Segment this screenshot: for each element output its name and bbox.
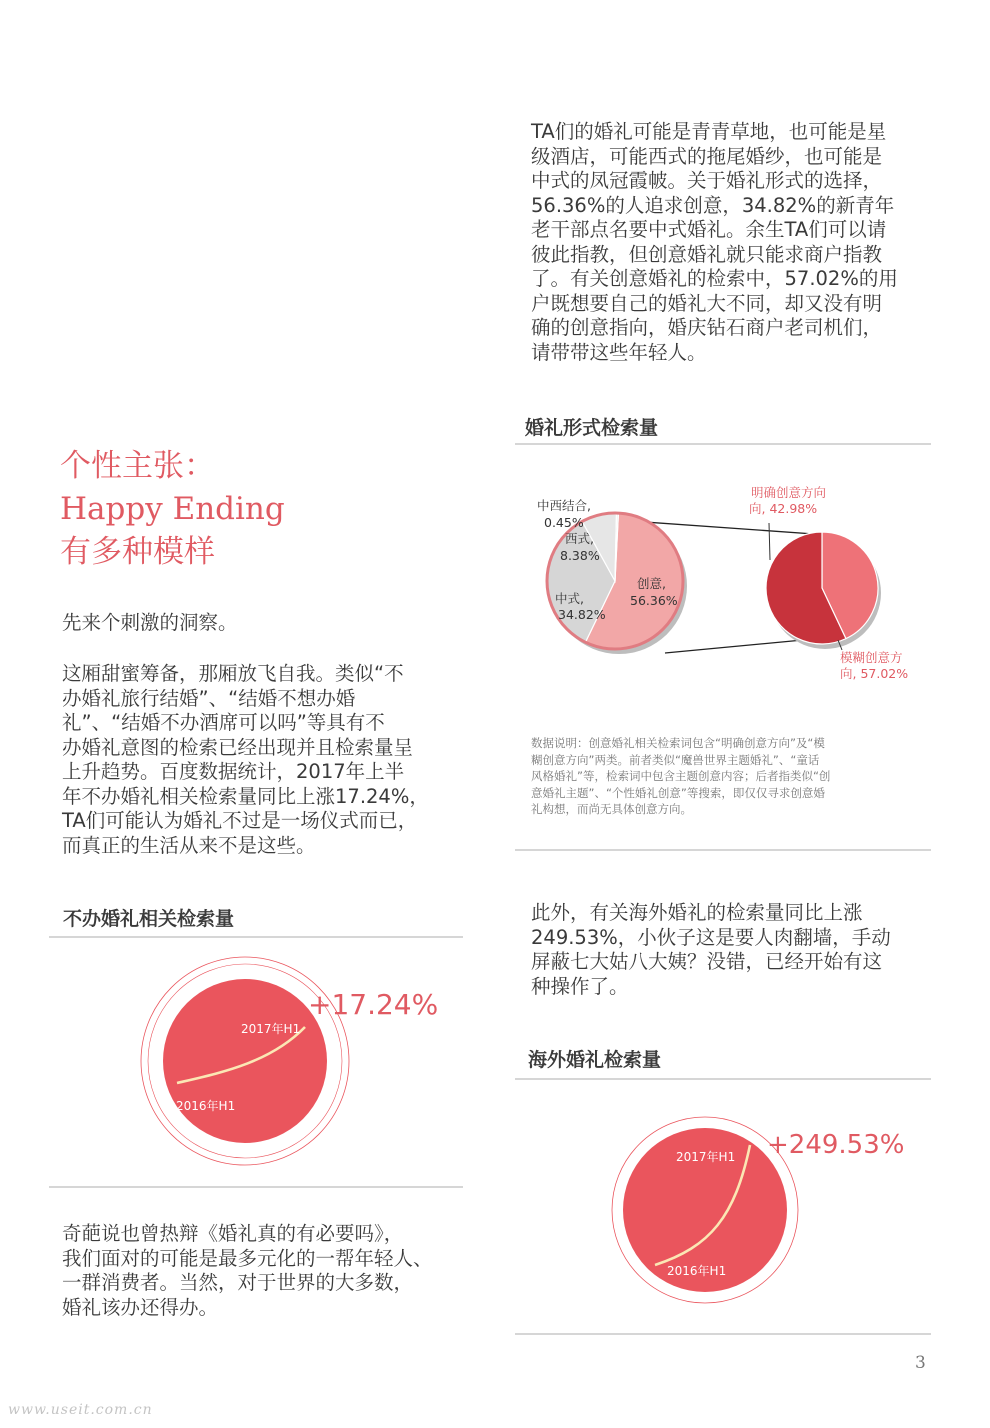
start-label: 2016年H1	[176, 1099, 236, 1113]
text-line: 249.53%，小伙子这是要人肉翻墙，手动	[531, 925, 891, 949]
text-line: 礼”、“结婚不办酒席可以吗”等具有不	[62, 711, 385, 734]
right-paragraph-2	[531, 901, 941, 999]
label-creative: 创意,	[637, 576, 666, 591]
leader-line-clear	[769, 523, 770, 560]
label-western: 西式,	[565, 531, 594, 546]
note-line: 风格婚礼”等，检索词中包含主题创意内容；后者指类似“创	[531, 769, 831, 783]
title-line-1: 个性主张：	[60, 448, 215, 484]
start-label: 2016年H1	[667, 1264, 727, 1278]
text-line: 56.36%的人追求创意，34.82%的新青年	[531, 193, 895, 217]
end-label: 2017年H1	[241, 1022, 301, 1036]
label-western-value: 8.38%	[560, 548, 600, 563]
text-line: TA们的婚礼可能是青青草地，也可能是星	[531, 120, 887, 143]
text-line: 请带带这些年轻人。	[531, 340, 707, 364]
section-title-no-wedding: 不办婚礼相关检索量	[63, 908, 235, 930]
text-line: 级酒店，可能西式的拖尾婚纱，也可能是	[531, 144, 883, 168]
page-title	[60, 445, 390, 574]
page-number: 3	[915, 1353, 926, 1373]
text-line: 中式的凤冠霞帔。关于婚礼形式的选择，	[531, 169, 883, 192]
text-line: 办婚礼意图的检索已经出现并且检索量呈	[62, 735, 414, 759]
breakdown-pie	[766, 532, 881, 649]
text-line: 了。有关创意婚礼的检索中，57.02%的用	[531, 267, 898, 290]
left-paragraph-2	[62, 1222, 482, 1320]
text-line: 老干部点名要中式婚礼。余生TA们可以请	[531, 218, 887, 241]
text-line: 这厢甜蜜筹备，那厢放飞自我。类似“不	[62, 662, 404, 685]
title-line-2: Happy Ending	[60, 491, 285, 527]
note-line: 意婚礼主题”、“个性婚礼创意”等搜索，即仅仅寻求创意婚	[531, 785, 825, 800]
section-divider	[515, 1333, 931, 1335]
section-divider	[515, 849, 931, 851]
watermark: www.useit.com.cn	[8, 1402, 153, 1418]
label-chinese: 中式,	[555, 591, 584, 606]
text-line: 屏蔽七大姑八大姨？没错，已经开始有这	[531, 950, 883, 973]
label-chinese-value: 34.82%	[558, 607, 606, 622]
title-line-3: 有多种模样	[60, 534, 215, 570]
change-label: +17.24%	[308, 988, 439, 1021]
label-chinese-western: 中西结合,	[537, 498, 591, 513]
text-line: 年不办婚礼相关检索量同比上涨17.24%，	[62, 784, 429, 808]
label-clear-direction: 明确创意方向	[751, 485, 827, 500]
change-label: +249.53%	[767, 1130, 905, 1160]
section-divider	[49, 936, 463, 938]
text-line: 上升趋势。百度数据统计，2017年上半	[62, 760, 405, 783]
section-divider	[515, 1078, 931, 1080]
text-line: 彼此指教，但创意婚礼就只能求商户指教	[531, 242, 883, 266]
text-line: 婚礼该办还得办。	[62, 1295, 219, 1319]
note-line: 礼构想，而尚无具体创意方向。	[531, 802, 692, 816]
chart-circle	[163, 979, 327, 1143]
overseas-wedding-chart	[610, 1115, 940, 1320]
no-wedding-chart	[140, 955, 460, 1170]
left-paragraph	[62, 662, 472, 858]
text-line: 种操作了。	[531, 974, 629, 998]
text-line: 确的创意指向，婚庆钻石商户老司机们，	[531, 316, 883, 339]
text-line: 办婚礼旅行结婚”、“结婚不想办婚	[62, 686, 356, 710]
text-line: 而真正的生活从来不是这些。	[62, 833, 316, 857]
section-title-wedding-form: 婚礼形式检索量	[525, 417, 659, 439]
left-intro-text: 先来个刺激的洞察。	[62, 611, 238, 634]
text-line: 奇葩说也曾热辩《婚礼真的有必要吗》，	[62, 1222, 404, 1245]
end-label: 2017年H1	[676, 1150, 736, 1164]
section-title-overseas: 海外婚礼检索量	[528, 1049, 662, 1071]
right-intro-paragraph	[531, 120, 941, 365]
text-line: 我们面对的可能是最多元化的一帮年轻人、	[62, 1246, 433, 1270]
section-divider	[49, 1186, 463, 1188]
wedding-form-chart	[520, 475, 940, 690]
label-vague-direction-value: 向, 57.02%	[840, 666, 909, 681]
label-vague-direction: 模糊创意方	[840, 650, 903, 665]
label-creative-value: 56.36%	[630, 593, 678, 608]
note-line: 糊创意方向”两类。前者类似“魔兽世界主题婚礼”、“童话	[531, 752, 820, 767]
text-line: TA们可能认为婚礼不过是一场仪式而已，	[62, 809, 418, 832]
data-note	[531, 735, 931, 818]
note-line: 数据说明：创意婚礼相关检索词包含“明确创意方向”及“模	[531, 736, 825, 750]
text-line: 一群消费者。当然，对于世界的大多数，	[62, 1271, 414, 1294]
text-line: 户既想要自己的婚礼大不同，却又没有明	[531, 291, 883, 315]
label-chinese-western-value: 0.45%	[544, 515, 584, 530]
label-clear-direction-value: 向, 42.98%	[749, 501, 818, 516]
section-divider	[515, 443, 931, 445]
text-line: 此外，有关海外婚礼的检索量同比上涨	[531, 901, 863, 924]
